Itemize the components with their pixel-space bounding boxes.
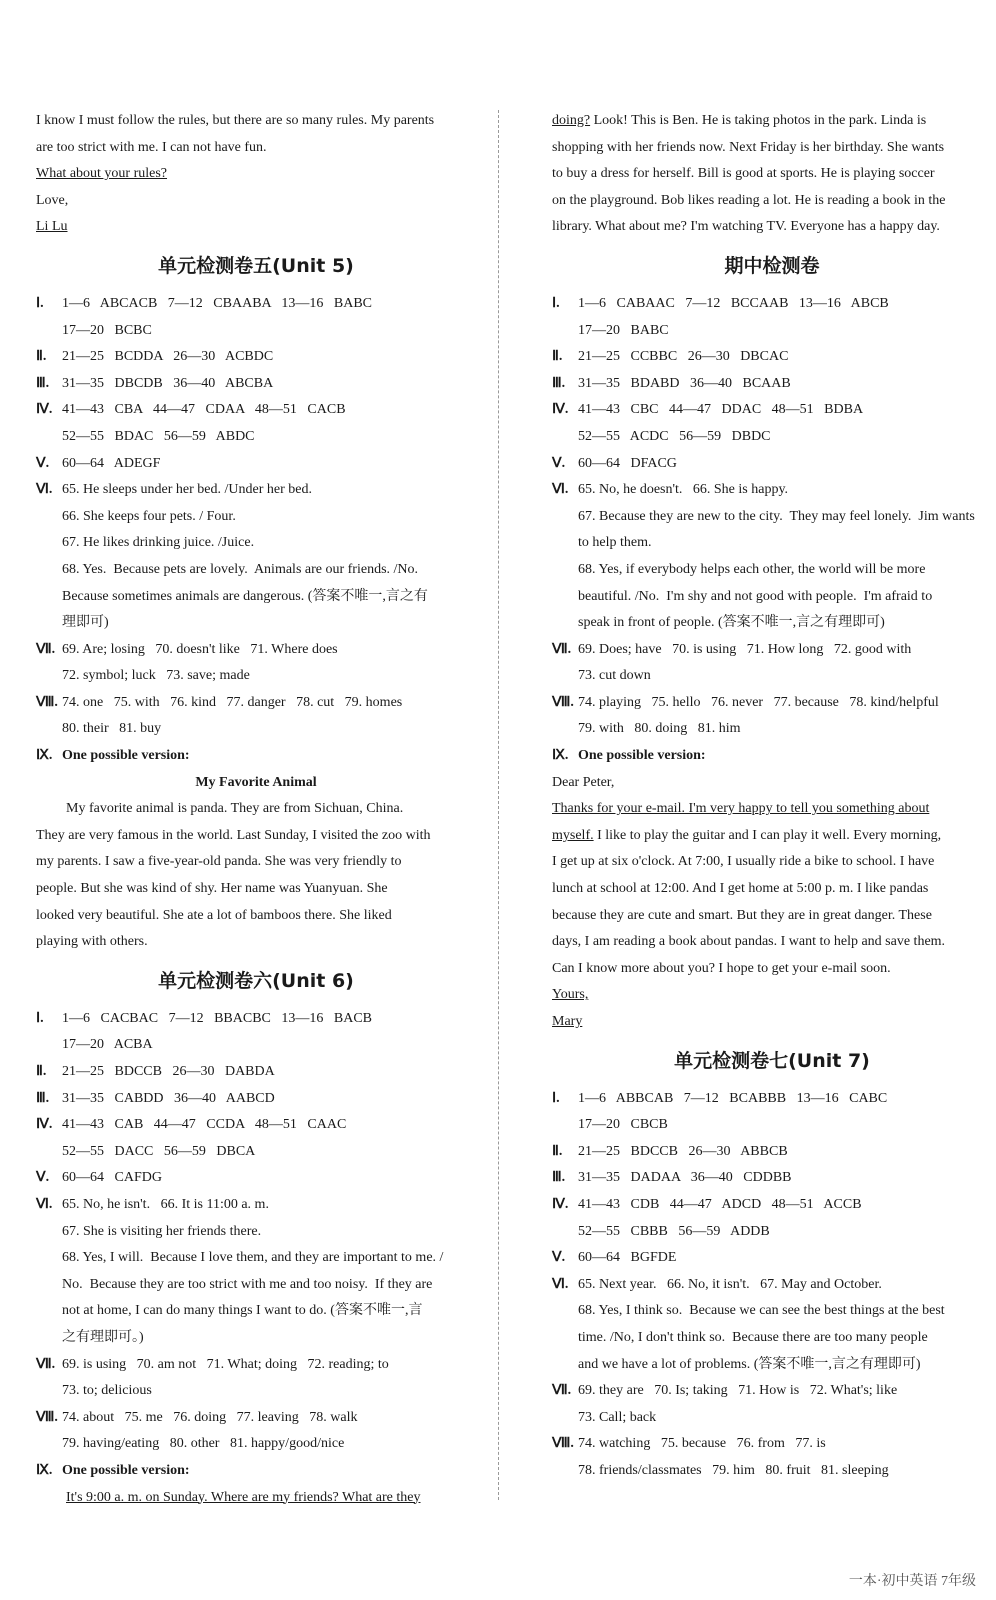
answer-line: [36, 504, 476, 531]
text-line: my parents. I saw a five-year-old panda. She was very friendly to: [36, 854, 402, 870]
answer-text: 21—25 BDCCB 26—30 DABDA: [62, 1064, 275, 1079]
letter-greeting: Dear Peter,: [552, 774, 615, 790]
answer-line: [552, 743, 992, 770]
answer-text: One possible version:: [578, 748, 706, 764]
section-number: Ⅱ.: [552, 1143, 563, 1159]
section-number: Ⅱ.: [552, 349, 563, 365]
answer-line: [36, 1325, 476, 1352]
answer-line: [36, 743, 476, 770]
answer-line: [36, 477, 476, 504]
answer-line: [36, 291, 476, 318]
answer-line: [36, 1458, 476, 1485]
answer-text: 52—55 CBBB 56—59 ADDB: [578, 1223, 770, 1239]
answer-line: [36, 1431, 476, 1458]
answer-line: [552, 557, 992, 584]
section-number: Ⅵ.: [552, 482, 569, 498]
answer-line: [552, 1298, 992, 1325]
answer-line: [36, 584, 476, 611]
answer-line: [552, 610, 992, 637]
text-line: lunch at school at 12:00. And I get home at 5:00 p. m. I like pandas: [552, 881, 929, 897]
answer-line: [552, 1325, 992, 1352]
answer-text: 73. to; delicious: [62, 1383, 152, 1399]
answer-line: [552, 1245, 992, 1272]
section-number: Ⅶ.: [552, 1383, 572, 1399]
answer-line: [36, 1245, 476, 1272]
answer-line: [36, 637, 476, 664]
answer-text: 1—6 ABBCAB 7—12 BCABBB 13—16 CABC: [578, 1090, 888, 1106]
answer-line: [36, 1272, 476, 1299]
answer-line: [36, 1298, 476, 1325]
answer-text: 65. He sleeps under her bed. /Under her bed.: [62, 482, 312, 498]
answer-line: [552, 1086, 992, 1113]
text-segment: I like to play the guitar and I can play it well. Every morning,: [593, 827, 942, 843]
answer-text: 78. friends/classmates 79. him 80. fruit 81. sleeping: [578, 1462, 889, 1478]
answer-text: 74. one 75. with 76. kind 77. danger 78. cut 79. homes: [62, 694, 403, 710]
answer-text: 17—20 ACBA: [62, 1037, 153, 1053]
answer-text: 31—35 DBCDB 36—40 ABCBA: [62, 375, 274, 391]
answer-line: [552, 690, 992, 717]
text-line: library. What about me? I'm watching TV. Everyone has a happy day.: [552, 219, 940, 235]
section-number: Ⅳ.: [36, 1117, 53, 1133]
answer-line: [552, 397, 992, 424]
answer-text: 65. No, he isn't. 66. It is 11:00 a. m.: [62, 1196, 269, 1212]
answer-text: No. Because they are too strict with me and too noisy. If they are: [62, 1276, 433, 1292]
answer-list: [36, 291, 476, 770]
answer-line: [552, 1458, 992, 1485]
answer-line: [36, 371, 476, 398]
answer-text: time. /No, I don't think so. Because there are too many people: [578, 1329, 928, 1345]
answer-text: 17—20 BCBC: [62, 322, 152, 338]
answer-text: 68. Yes, I will. Because I love them, and they are important to me. /: [62, 1250, 444, 1266]
answer-list: [552, 1086, 992, 1485]
answer-text: 74. watching 75. because 76. from 77. is: [578, 1436, 826, 1452]
answer-line: [36, 1352, 476, 1379]
section-number: Ⅷ.: [552, 1436, 574, 1452]
essay-body: [36, 796, 476, 956]
answer-text: beautiful. /No. I'm shy and not good with people. I'm afraid to: [578, 588, 933, 604]
answer-line: [552, 451, 992, 478]
answer-line: [552, 424, 992, 451]
text-line: I get up at six o'clock. At 7:00, I usually ride a bike to school. I have: [552, 854, 935, 870]
section-number: Ⅲ.: [552, 1170, 566, 1186]
section-number: Ⅷ.: [36, 1409, 58, 1425]
answer-text: 31—35 DADAA 36—40 CDDBB: [578, 1170, 792, 1186]
answer-line: [552, 477, 992, 504]
answer-line: [36, 1165, 476, 1192]
text-line: [552, 108, 992, 135]
answer-text: 68. Yes, I think so. Because we can see the best things at the best: [578, 1303, 945, 1319]
answer-text: 之有理即可。): [62, 1329, 144, 1345]
answer-text: One possible version:: [62, 748, 190, 764]
answer-text: 41—43 CBC 44—47 DDAC 48—51 BDBA: [578, 402, 864, 418]
answer-line: [552, 504, 992, 531]
left-column: [36, 108, 476, 1511]
text-line: are too strict with me. I can not have fun.: [36, 139, 267, 155]
section-number: Ⅴ.: [36, 1170, 50, 1186]
answer-list: [36, 1006, 476, 1485]
answer-line: [36, 610, 476, 637]
section-number: Ⅴ.: [36, 455, 50, 471]
answer-text: to help them.: [578, 535, 652, 551]
answer-text: 60—64 BGFDE: [578, 1250, 677, 1266]
answer-line: [552, 1272, 992, 1299]
answer-text: 41—43 CBA 44—47 CDAA 48—51 CACB: [62, 402, 346, 418]
answer-line: [36, 1405, 476, 1432]
answer-line: [552, 291, 992, 318]
section-number: Ⅷ.: [36, 694, 58, 710]
section-number: Ⅱ.: [36, 349, 47, 365]
answer-text: Because sometimes animals are dangerous. (答案不唯一,言之有: [62, 588, 428, 604]
text-line: I know I must follow the rules, but there are so many rules. My parents: [36, 113, 435, 128]
answer-text: 67. Because they are new to the city. They may feel lonely. Jim wants: [578, 508, 975, 524]
section-title: 单元检测卷六(Unit 6): [158, 969, 354, 992]
answer-text: not at home, I can do many things I want to do. (答案不唯一,言: [62, 1303, 423, 1319]
text-segment: myself.: [552, 827, 594, 843]
section-number: Ⅴ.: [552, 455, 566, 471]
answer-text: 79. having/eating 80. other 81. happy/good/nice: [62, 1436, 345, 1452]
section-number: Ⅲ.: [36, 375, 50, 391]
section-number: Ⅸ.: [552, 748, 569, 764]
answer-text: 73. cut down: [578, 668, 651, 684]
text-line: because they are cute and smart. But they are in great danger. These: [552, 907, 932, 923]
section-number: Ⅸ.: [36, 1462, 53, 1478]
section-number: Ⅶ.: [36, 1356, 56, 1372]
answer-line: [552, 344, 992, 371]
answer-line: [552, 1192, 992, 1219]
text-segment: doing?: [552, 113, 591, 128]
answer-text: 52—55 DACC 56—59 DBCA: [62, 1143, 256, 1159]
answer-text: 69. is using 70. am not 71. What; doing 72. reading; to: [62, 1356, 389, 1372]
answer-line: [552, 716, 992, 743]
answer-text: 73. Call; back: [578, 1409, 657, 1425]
section-number: Ⅳ.: [552, 402, 569, 418]
answer-text: 41—43 CDB 44—47 ADCD 48—51 ACCB: [578, 1196, 862, 1212]
section-number: Ⅵ.: [552, 1276, 569, 1292]
section-number: Ⅸ.: [36, 748, 53, 764]
answer-line: [36, 663, 476, 690]
text-line: days, I am reading a book about pandas. I want to help and save them.: [552, 934, 946, 950]
answer-text: 65. No, he doesn't. 66. She is happy.: [578, 482, 789, 498]
answer-text: 1—6 ABCACB 7—12 CBAABA 13—16 BABC: [62, 295, 372, 311]
answer-text: 60—64 CAFDG: [62, 1170, 162, 1186]
section-number: Ⅰ.: [36, 295, 44, 311]
section-number: Ⅶ.: [36, 641, 56, 657]
answer-line: [36, 1006, 476, 1033]
answer-line: [36, 424, 476, 451]
answer-line: [36, 530, 476, 557]
answer-line: [552, 1405, 992, 1432]
section-number: Ⅰ.: [36, 1010, 44, 1026]
answer-line: [552, 1165, 992, 1192]
answer-text: 69. Does; have 70. is using 71. How long 72. good with: [578, 641, 912, 657]
answer-line: [552, 318, 992, 345]
text-line: [552, 823, 992, 850]
section-number: Ⅷ.: [552, 694, 574, 710]
answer-line: [36, 1112, 476, 1139]
answer-line: [36, 397, 476, 424]
text-line: to buy a dress for herself. Bill is good at sports. He is playing soccer: [552, 166, 935, 182]
letter-closing: Love,: [36, 192, 69, 208]
answer-text: 52—55 BDAC 56—59 ABDC: [62, 428, 255, 444]
text-line: looked very beautiful. She ate a lot of bamboos there. She liked: [36, 907, 392, 923]
text-line: people. But she was kind of shy. Her name was Yuanyuan. She: [36, 881, 388, 897]
text-line: Can I know more about you? I hope to get your e-mail soon.: [552, 960, 891, 976]
answer-text: 60—64 ADEGF: [62, 455, 161, 471]
answer-text: 67. He likes drinking juice. /Juice.: [62, 535, 255, 551]
answer-text: 67. She is visiting her friends there.: [62, 1223, 262, 1239]
section-number: Ⅱ.: [36, 1064, 47, 1079]
section-number: Ⅵ.: [36, 1196, 53, 1212]
answer-line: [552, 1352, 992, 1379]
section-title: 期中检测卷: [724, 254, 820, 277]
section-number: Ⅳ.: [552, 1196, 569, 1212]
text-line: playing with others.: [36, 934, 148, 950]
answer-text: 理即可): [62, 615, 109, 631]
answer-line: [36, 690, 476, 717]
answer-text: 74. playing 75. hello 76. never 77. because 78. kind/helpful: [578, 694, 939, 710]
text-line: on the playground. Bob likes reading a lot. He is reading a book in the: [552, 192, 946, 208]
answer-line: [36, 451, 476, 478]
answer-line: [552, 1139, 992, 1166]
section-number: Ⅴ.: [552, 1250, 566, 1266]
text-line: shopping with her friends now. Next Friday is her birthday. She wants: [552, 139, 945, 155]
section-number: Ⅳ.: [36, 402, 53, 418]
section-number: Ⅲ.: [552, 375, 566, 391]
answer-text: 66. She keeps four pets. / Four.: [62, 508, 236, 524]
answer-list: [552, 291, 992, 770]
answer-line: [36, 318, 476, 345]
answer-line: [36, 1086, 476, 1113]
column-divider: [498, 110, 499, 1500]
text-line: What about your rules?: [36, 166, 168, 182]
answer-line: [552, 1431, 992, 1458]
answer-text: 31—35 BDABD 36—40 BCAAB: [578, 375, 791, 391]
answer-text: 74. about 75. me 76. doing 77. leaving 78. walk: [62, 1409, 358, 1425]
text-line: They are very famous in the world. Last Sunday, I visited the zoo with: [36, 827, 431, 843]
answer-line: [552, 584, 992, 611]
answer-text: 52—55 ACDC 56—59 DBDC: [578, 428, 771, 444]
letter-signature: Mary: [552, 1014, 583, 1029]
answer-line: [552, 530, 992, 557]
answer-text: and we have a lot of problems. (答案不唯一,言之有理即可): [578, 1356, 921, 1372]
answer-line: [552, 1219, 992, 1246]
answer-text: 21—25 BDCCB 26—30 ABBCB: [578, 1143, 788, 1159]
answer-text: One possible version:: [62, 1462, 190, 1478]
section-number: Ⅶ.: [552, 641, 572, 657]
right-column: [552, 108, 992, 1485]
answer-text: 1—6 CACBAC 7—12 BBACBC 13—16 BACB: [62, 1010, 372, 1026]
answer-text: 68. Yes. Because pets are lovely. Animals are our friends. /No.: [62, 561, 419, 577]
section-number: Ⅲ.: [36, 1090, 50, 1106]
answer-text: 1—6 CABAAC 7—12 BCCAAB 13—16 ABCB: [578, 295, 889, 311]
text-block: [552, 135, 992, 241]
answer-line: [552, 1378, 992, 1405]
answer-text: 72. symbol; luck 73. save; made: [62, 668, 250, 684]
answer-line: [36, 1139, 476, 1166]
answer-line: [36, 1378, 476, 1405]
answer-text: 69. they are 70. Is; taking 71. How is 72. What's; like: [578, 1383, 898, 1399]
answer-line: [36, 557, 476, 584]
text-line: Thanks for your e-mail. I'm very happy to tell you something about: [552, 801, 930, 817]
page-footer: 一本·初中英语 7年级: [848, 1574, 976, 1589]
answer-text: 68. Yes, if everybody helps each other, the world will be more: [578, 561, 926, 577]
answer-line: [552, 1112, 992, 1139]
text-line: My favorite animal is panda. They are from Sichuan, China.: [66, 801, 404, 817]
answer-line: [36, 1192, 476, 1219]
answer-text: 69. Are; losing 70. doesn't like 71. Where does: [62, 641, 338, 657]
answer-text: 17—20 BABC: [578, 322, 669, 338]
answer-line: [552, 637, 992, 664]
section-number: Ⅵ.: [36, 482, 53, 498]
answer-line: [36, 716, 476, 743]
answer-text: 21—25 BCDDA 26—30 ACBDC: [62, 349, 274, 365]
answer-line: [552, 371, 992, 398]
answer-text: 21—25 CCBBC 26—30 DBCAC: [578, 349, 789, 365]
answer-text: 80. their 81. buy: [62, 721, 162, 737]
letter-signature: Li Lu: [36, 219, 68, 235]
answer-line: [36, 1219, 476, 1246]
answer-text: 31—35 CABDD 36—40 AABCD: [62, 1090, 275, 1106]
answer-text: 79. with 80. doing 81. him: [578, 721, 741, 737]
section-number: Ⅰ.: [552, 295, 560, 311]
answer-line: [552, 663, 992, 690]
answer-line: [36, 1059, 476, 1086]
section-title: 单元检测卷七(Unit 7): [674, 1049, 870, 1072]
answer-text: 17—20 CBCB: [578, 1117, 668, 1133]
answer-text: 41—43 CAB 44—47 CCDA 48—51 CAAC: [62, 1117, 347, 1133]
answer-text: 60—64 DFACG: [578, 455, 677, 471]
answer-text: speak in front of people. (答案不唯一,言之有理即可): [578, 615, 885, 631]
letter-body: [552, 849, 992, 982]
text-segment: Look! This is Ben. He is taking photos in the park. Linda is: [590, 113, 927, 128]
essay-title: My Favorite Animal: [195, 774, 317, 790]
section-title: 单元检测卷五(Unit 5): [158, 254, 354, 277]
text-line: It's 9:00 a. m. on Sunday. Where are my friends? What are they: [66, 1489, 421, 1505]
letter-closing: Yours,: [552, 987, 589, 1003]
answer-line: [36, 344, 476, 371]
section-number: Ⅰ.: [552, 1090, 560, 1106]
answer-text: 65. Next year. 66. No, it isn't. 67. May and October.: [578, 1276, 882, 1292]
answer-line: [36, 1032, 476, 1059]
